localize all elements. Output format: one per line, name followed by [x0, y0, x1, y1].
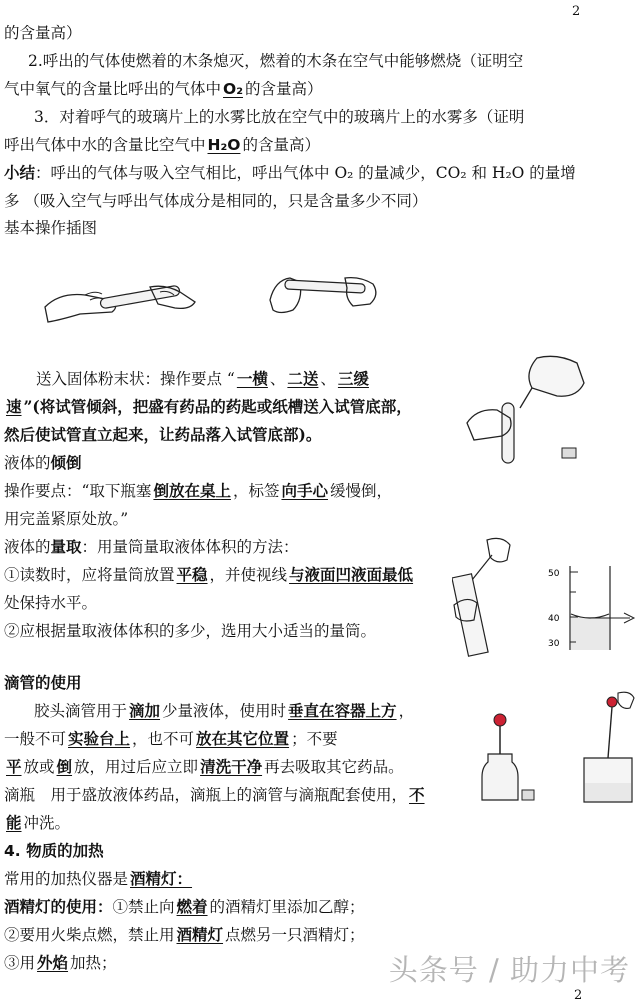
- text-line: ①读数时，应将量筒放置 平稳 ，并使视线 与液面凹液面最低: [4, 565, 414, 584]
- text-line: ②应根据量取液体体积的多少，选用大小适当的量筒。: [4, 622, 377, 640]
- pouring-reagent-figure: [462, 348, 592, 473]
- text-line: 然后使试管直立起来，让药品落入试管底部)。: [4, 425, 322, 444]
- section-heading: 基本操作插图: [4, 219, 98, 237]
- page-number-top: 2: [572, 4, 581, 19]
- section-heading: 4. 物质的加热: [4, 842, 104, 860]
- text-line: 操作要点：“取下瓶塞 倒放在桌上 ，标签 向手心 缓慢倒，: [4, 481, 392, 500]
- test-tube-hands-figure-1: [40, 262, 200, 332]
- text-line: 呼出气体中水的含量比空气中 H₂O 的含量高）: [4, 136, 320, 154]
- text-line: 2.呼出的气体使燃着的木条熄灭，燃着的木条在空气中能够燃烧（证明空: [28, 52, 524, 70]
- page-number-bottom: 2: [574, 988, 583, 1003]
- text-line: ③用 外焰 加热；: [4, 953, 117, 972]
- test-tube-hands-figure-2: [265, 270, 385, 320]
- section-heading: 液体的量取：用量筒量取液体体积的方法：: [4, 537, 299, 556]
- text-line: 能 冲洗。: [6, 813, 71, 832]
- dropper-beaker-figure: [578, 688, 638, 806]
- text-line: 气中氧气的含量比呼出的气体中 O₂ 的含量高）: [4, 80, 323, 98]
- cylinder-tick-label: 50: [548, 569, 560, 579]
- text-line: 一般不可 实验台上 ，也不可 放在其它位置 ；不要: [4, 729, 338, 748]
- text-line: 酒精灯的使用：①禁止向 燃着 的酒精灯里添加乙醇；: [4, 897, 365, 916]
- text-line: 用完盖紧原处放。”: [4, 510, 129, 528]
- text-line: 滴瓶 用于盛放液体药品，滴瓶上的滴管与滴瓶配套使用， 不: [4, 785, 425, 804]
- text-line: 处保持水平。: [4, 594, 98, 612]
- section-heading: 滴管的使用: [4, 673, 82, 692]
- text-line: 常用的加热仪器是 酒精灯：: [4, 869, 193, 888]
- dropper-bottle-figure: [478, 712, 538, 804]
- text-line: 速 ”(将试管倾斜，把盛有药品的药匙或纸槽送入试管底部，: [6, 397, 412, 416]
- watermark-text: 头条号 / 助力中考: [388, 953, 630, 987]
- section-heading: 液体的倾倒: [4, 453, 82, 472]
- cylinder-tick-label: 40: [548, 614, 560, 624]
- text-line: 胶头滴管用于 滴加 少量液体，使用时 垂直在容器上方 ，: [34, 701, 415, 720]
- cylinder-tick-label: 30: [548, 639, 560, 649]
- text-line: 的含量高）: [4, 24, 82, 42]
- text-line: 平 放或 倒 放，用过后应立即 清洗干净 再去吸取其它药品。: [6, 757, 404, 776]
- cylinder-reading-figure: [540, 562, 640, 654]
- text-line: 送入固体粉末状：操作要点 “ 一横 、 二送 、 三缓: [36, 369, 369, 388]
- text-line: ②要用火柴点燃，禁止用 酒精灯 点燃另一只酒精灯；: [4, 925, 365, 944]
- summary-line: 小结：呼出的气体与吸入空气相比，呼出气体中 O₂ 的量减少，CO₂ 和 H₂O 的量增: [4, 163, 576, 182]
- text-line: 3．对着呼气的玻璃片上的水雾比放在空气中的玻璃片上的水雾多（证明: [34, 108, 525, 126]
- text-line: 多 （吸入空气与呼出气体成分是相同的，只是含量多少不同）: [4, 192, 428, 210]
- measuring-cylinder-figure: [452, 535, 532, 665]
